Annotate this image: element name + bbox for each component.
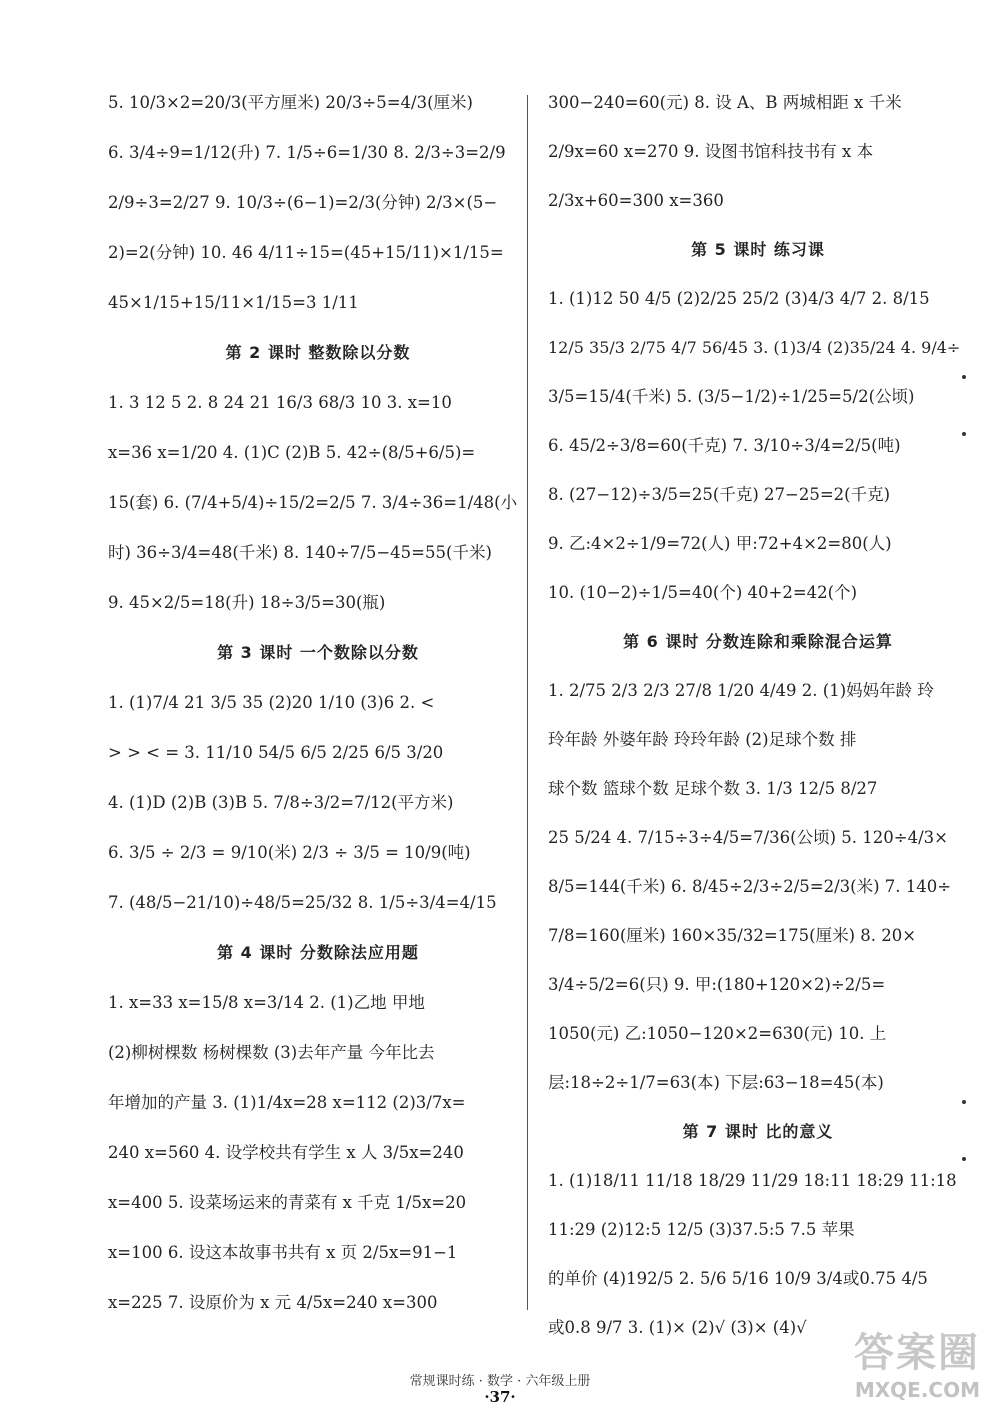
answer-line: 15(套) 6. (7/4+5/4)÷15/2=2/5 7. 3/4÷36=1/48(小 (108, 493, 518, 512)
answer-line: 9. 乙:4×2÷1/9=72(人) 甲:72+4×2=80(人) (548, 533, 892, 553)
answer-line: 6. 3/4÷9=1/12(升) 7. 1/5÷6=1/30 8. 2/3÷3=2/9 (108, 143, 506, 162)
answer-line: 7/8=160(厘米) 160×35/32=175(厘米) 8. 20× (548, 925, 917, 945)
answer-line: 7. (48/5−21/10)÷48/5=25/32 8. 1/5÷3/4=4/15 (108, 893, 497, 912)
section-heading: 第 5 课时 练习课 (691, 239, 825, 259)
section-heading: 第 2 课时 整数除以分数 (225, 343, 411, 362)
answer-line: 或0.8 9/7 3. (1)× (2)√ (3)× (4)√ (548, 1317, 807, 1337)
footer-book-title: 常规课时练 · 数学 · 六年级上册 (409, 1374, 591, 1389)
answer-line: 4. (1)D (2)B (3)B 5. 7/8÷3/2=7/12(平方米) (108, 793, 454, 812)
answer-line: 的单价 (4)192/5 2. 5/6 5/16 10/9 3/4或0.75 4/5 (548, 1268, 928, 1288)
answer-line: 240 x=560 4. 设学校共有学生 x 人 3/5x=240 (108, 1143, 464, 1162)
section-heading: 第 3 课时 一个数除以分数 (217, 643, 419, 662)
answer-line: (2)柳树棵数 杨树棵数 (3)去年产量 今年比去 (108, 1043, 435, 1062)
answer-line: x=225 7. 设原价为 x 元 4/5x=240 x=300 (108, 1293, 438, 1312)
answer-line: 3/4÷5/2=6(只) 9. 甲:(180+120×2)÷2/5= (548, 974, 886, 994)
answer-line: 2)=2(分钟) 10. 46 4/11÷15=(45+15/11)×1/15= (108, 243, 504, 262)
answer-line: 2/9x=60 x=270 9. 设图书馆科技书有 x 本 (548, 141, 874, 161)
margin-dot (962, 1100, 966, 1104)
answer-line: 1. 3 12 5 2. 8 24 21 16/3 68/3 10 3. x=10 (108, 393, 452, 412)
answer-line: 1. (1)18/11 11/18 18/29 11/29 18:11 18:29 11:18 (548, 1170, 957, 1190)
answer-line: 11:29 (2)12:5 12/5 (3)37.5:5 7.5 苹果 (548, 1219, 855, 1239)
section-heading: 第 4 课时 分数除法应用题 (217, 943, 419, 962)
answer-line: x=36 x=1/20 4. (1)C (2)B 5. 42÷(8/5+6/5)= (108, 443, 476, 462)
margin-dot (962, 1157, 966, 1161)
section-heading: 第 6 课时 分数连除和乘除混合运算 (623, 631, 893, 651)
answer-line: 8. (27−12)÷3/5=25(千克) 27−25=2(千克) (548, 484, 891, 504)
answer-line: 6. 45/2÷3/8=60(千克) 7. 3/10÷3/4=2/5(吨) (548, 435, 901, 455)
right-column (548, 78, 968, 1352)
answer-line: 层:18÷2÷1/7=63(本) 下层:63−18=45(本) (548, 1072, 884, 1092)
watermark (854, 1321, 980, 1402)
answer-line: 5. 10/3×2=20/3(平方厘米) 20/3÷5=4/3(厘米) (108, 93, 473, 112)
watermark-url: MXQE.COM (854, 1378, 980, 1402)
answer-line: > > < = 3. 11/10 54/5 6/5 2/25 6/5 3/20 (108, 743, 444, 762)
margin-dot (962, 432, 966, 436)
answer-line: 1. (1)12 50 4/5 (2)2/25 25/2 (3)4/3 4/7 2. 8/15 (548, 288, 930, 308)
answer-line: 球个数 篮球个数 足球个数 3. 1/3 12/5 8/27 (548, 778, 878, 798)
answer-line: 45×1/15+15/11×1/15=3 1/11 (108, 293, 359, 312)
answer-line: 时) 36÷3/4=48(千米) 8. 140÷7/5−45=55(千米) (108, 543, 492, 562)
watermark-logo-text: 答案圈 (854, 1330, 980, 1376)
answer-line: 1. x=33 x=15/8 x=3/14 2. (1)乙地 甲地 (108, 993, 425, 1012)
answer-line: x=400 5. 设菜场运来的青菜有 x 千克 1/5x=20 (108, 1193, 467, 1212)
margin-dot (962, 375, 966, 379)
answer-line: 8/5=144(千米) 6. 8/45÷2/3÷2/5=2/3(米) 7. 140÷ (548, 876, 952, 896)
answer-line: 9. 45×2/5=18(升) 18÷3/5=30(瓶) (108, 593, 386, 612)
answer-line: 1050(元) 乙:1050−120×2=630(元) 10. 上 (548, 1023, 887, 1043)
section-heading: 第 7 课时 比的意义 (682, 1121, 834, 1141)
page-number: ·37· (484, 1388, 516, 1406)
answer-line: 10. (10−2)÷1/5=40(个) 40+2=42(个) (548, 582, 858, 602)
answer-line: 300−240=60(元) 8. 设 A、B 两城相距 x 千米 (548, 92, 902, 112)
answer-line: 2/3x+60=300 x=360 (548, 190, 724, 210)
column-divider (527, 95, 528, 1310)
answer-line: 玲年龄 外婆年龄 玲玲年龄 (2)足球个数 排 (548, 729, 857, 749)
answer-line: 1. (1)7/4 21 3/5 35 (2)20 1/10 (3)6 2. < (108, 693, 435, 712)
answer-line: 6. 3/5 ÷ 2/3 = 9/10(米) 2/3 ÷ 3/5 = 10/9(吨) (108, 843, 471, 862)
answer-line: 1. 2/75 2/3 2/3 27/8 1/20 4/49 2. (1)妈妈年龄 玲 (548, 680, 934, 700)
answer-line: 2/9÷3=2/27 9. 10/3÷(6−1)=2/3(分钟) 2/3×(5− (108, 193, 498, 212)
left-column (108, 78, 528, 1328)
answer-line: 年增加的产量 3. (1)1/4x=28 x=112 (2)3/7x= (108, 1093, 466, 1112)
answer-line: x=100 6. 设这本故事书共有 x 页 2/5x=91−1 (108, 1243, 458, 1262)
answer-line: 12/5 35/3 2/75 4/7 56/45 3. (1)3/4 (2)35/24 4. 9/4÷ (548, 337, 961, 357)
answer-line: 3/5=15/4(千米) 5. (3/5−1/2)÷1/25=5/2(公顷) (548, 386, 915, 406)
answer-line: 25 5/24 4. 7/15÷3÷4/5=7/36(公顷) 5. 120÷4/3× (548, 827, 948, 847)
